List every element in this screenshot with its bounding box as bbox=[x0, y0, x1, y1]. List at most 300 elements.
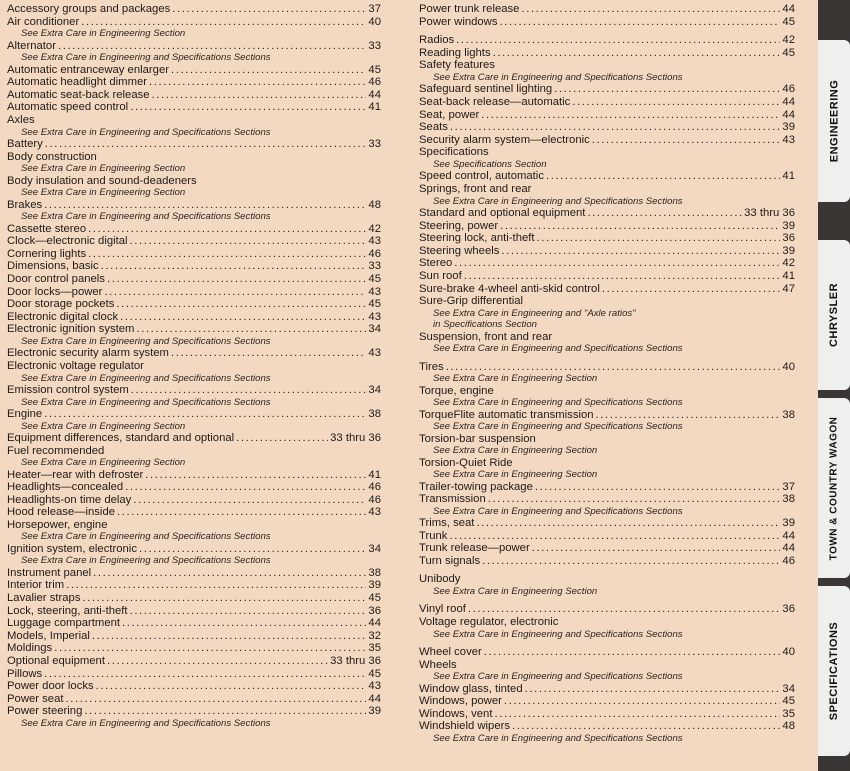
index-entry-row bbox=[7, 567, 381, 580]
index-entry-label: Stereo bbox=[419, 257, 453, 270]
index-entry-row bbox=[419, 34, 795, 47]
index-entry bbox=[419, 720, 795, 744]
index-entry bbox=[7, 101, 381, 114]
index-entry bbox=[419, 295, 795, 330]
index-entry-row bbox=[419, 385, 795, 398]
dot-leader bbox=[532, 542, 781, 555]
index-entry-label: Engine bbox=[7, 407, 43, 420]
index-entry bbox=[7, 469, 381, 482]
index-entry-label: Sure-brake 4-wheel anti-skid control bbox=[419, 282, 600, 295]
index-entry-label: Window glass, tinted bbox=[419, 682, 523, 695]
index-entry bbox=[419, 517, 795, 530]
index-entry-row bbox=[419, 170, 795, 183]
index-entry-label: Luggage compartment bbox=[7, 617, 121, 630]
dot-leader bbox=[171, 64, 366, 77]
index-entry-label: Windshield wipers bbox=[419, 720, 511, 733]
dot-leader bbox=[152, 89, 367, 102]
dot-leader bbox=[122, 617, 366, 630]
index-entry-page: 33 bbox=[368, 260, 381, 273]
dot-leader bbox=[493, 47, 781, 60]
dot-leader bbox=[149, 76, 366, 89]
cross-reference-note: See Extra Care in Engineering and Specifications Sections bbox=[433, 71, 683, 83]
index-entry-page: 32 bbox=[368, 629, 381, 642]
index-entry-page: 44 bbox=[782, 108, 795, 121]
tab-town-country-wagon[interactable] bbox=[818, 398, 850, 578]
index-entry-page: 45 bbox=[368, 298, 381, 311]
index-entry-row bbox=[7, 3, 381, 16]
index-entry bbox=[7, 151, 381, 175]
cross-reference-note: See Extra Care in Engineering and Specifications Sections bbox=[433, 733, 683, 745]
dot-leader bbox=[512, 720, 780, 733]
index-entry-label: Electronic ignition system bbox=[7, 323, 135, 336]
index-entry-label: Trunk release—power bbox=[419, 542, 530, 555]
cross-reference-note: See Extra Care in Engineering Section bbox=[21, 28, 186, 40]
dot-leader bbox=[88, 223, 366, 236]
dot-leader bbox=[535, 481, 781, 494]
index-entry-label: Security alarm system—electronic bbox=[419, 133, 590, 146]
index-entry-label: Heater—rear with defroster bbox=[7, 468, 144, 481]
dot-leader bbox=[58, 40, 366, 53]
dot-leader bbox=[468, 603, 781, 616]
index-entry-page: 36 bbox=[782, 232, 795, 245]
index-entry bbox=[7, 506, 381, 519]
index-entry-label: Steering, power bbox=[419, 219, 499, 232]
index-entry-label: Windows, power bbox=[419, 695, 502, 708]
cross-reference-note: See Extra Care in Engineering and Specifications Sections bbox=[21, 531, 271, 543]
index-entry bbox=[419, 170, 795, 183]
index-entry bbox=[419, 616, 795, 640]
tab-specifications-label: SPECIFICATIONS bbox=[828, 621, 841, 721]
index-entry-row bbox=[7, 617, 381, 630]
index-entry bbox=[419, 183, 795, 207]
index-entry bbox=[7, 592, 381, 605]
cross-reference-note: See Extra Care in Engineering and Specifications Sections bbox=[433, 628, 683, 640]
dot-leader bbox=[107, 655, 328, 668]
tab-chrysler-label: CHRYSLER bbox=[828, 282, 841, 348]
index-entry-page: 41 bbox=[782, 269, 795, 282]
index-entry-label: Fuel recommended bbox=[7, 444, 105, 457]
index-entry-page: 46 bbox=[368, 247, 381, 260]
index-entry-page: 45 bbox=[368, 63, 381, 76]
index-entry-label: Power seat bbox=[7, 692, 64, 705]
index-entry-page: 39 bbox=[782, 517, 795, 530]
dot-leader bbox=[104, 286, 366, 299]
dot-leader bbox=[81, 16, 366, 29]
index-entry-label: Transmission bbox=[419, 493, 486, 506]
dot-leader bbox=[116, 298, 366, 311]
index-entry-row bbox=[7, 408, 381, 421]
dot-leader bbox=[476, 517, 780, 530]
index-entry-label: Clock—electronic digital bbox=[7, 235, 128, 248]
dot-leader bbox=[96, 680, 367, 693]
index-entry-page: 41 bbox=[782, 170, 795, 183]
index-entry-row bbox=[7, 175, 381, 188]
index-entry-row bbox=[419, 109, 795, 122]
index-entry-page: 34 bbox=[368, 383, 381, 396]
index-entry-row bbox=[419, 220, 795, 233]
tab-engineering-label: ENGINEERING bbox=[828, 79, 841, 163]
index-entry-row bbox=[7, 89, 381, 102]
index-entry-label: Lavalier straps bbox=[7, 592, 81, 605]
index-entry-row bbox=[7, 519, 381, 532]
index-entry-label: Air conditioner bbox=[7, 15, 80, 28]
index-entry-row bbox=[419, 695, 795, 708]
index-entry-page: 42 bbox=[782, 34, 795, 47]
index-entry-page: 44 bbox=[368, 88, 381, 101]
index-entry-row bbox=[7, 445, 381, 458]
cross-reference-note: See Extra Care in Engineering Section bbox=[21, 163, 186, 175]
index-entry-row bbox=[419, 257, 795, 270]
index-entry-label: Windows, vent bbox=[419, 707, 493, 720]
dot-leader bbox=[537, 232, 781, 245]
index-entry-label: Trunk bbox=[419, 529, 448, 542]
index-entry-label: Sure-Grip differential bbox=[419, 295, 524, 308]
index-entry bbox=[7, 567, 381, 580]
index-entry-label: Accessory groups and packages bbox=[7, 3, 171, 15]
cross-reference-note: See Extra Care in Engineering and Specifications Sections bbox=[433, 505, 683, 517]
index-entry-page: 44 bbox=[782, 542, 795, 555]
index-entry-row bbox=[419, 232, 795, 245]
index-entry-label: Specifications bbox=[419, 146, 489, 159]
index-entry bbox=[7, 323, 381, 347]
index-entry bbox=[7, 630, 381, 643]
index-entry-row bbox=[419, 245, 795, 258]
index-entry-row bbox=[7, 655, 381, 668]
index-entry-page: 39 bbox=[782, 219, 795, 232]
index-entry-page: 34 bbox=[782, 682, 795, 695]
index-entry bbox=[7, 286, 381, 299]
index-entry-page: 34 bbox=[368, 542, 381, 555]
index-entry-label: Automatic speed control bbox=[7, 101, 129, 114]
index-entry-label: Power windows bbox=[419, 15, 498, 28]
index-entry-row bbox=[419, 361, 795, 374]
cross-reference-note: See Extra Care in Engineering Section bbox=[433, 445, 598, 457]
index-entry-page: 47 bbox=[782, 282, 795, 295]
tab-chrysler[interactable] bbox=[818, 240, 850, 390]
index-entry-row bbox=[7, 248, 381, 261]
cross-reference-note: See Extra Care in Engineering Section bbox=[433, 469, 598, 481]
cross-reference-note: See Extra Care in Engineering and Specifications Sections bbox=[21, 555, 271, 567]
index-entry bbox=[419, 270, 795, 283]
index-entry bbox=[7, 605, 381, 618]
index-entry bbox=[7, 3, 381, 16]
index-entry-page: 46 bbox=[368, 481, 381, 494]
dot-leader bbox=[130, 235, 367, 248]
index-entry-label: Equipment differences, standard and optional bbox=[7, 431, 235, 444]
index-entry-page: 37 bbox=[782, 480, 795, 493]
index-entry-row bbox=[419, 555, 795, 568]
index-entry-row bbox=[419, 573, 795, 586]
index-entry-page: 40 bbox=[782, 360, 795, 373]
index-entry-row bbox=[7, 273, 381, 286]
index-entry-page: 43 bbox=[368, 285, 381, 298]
index-entry-label: Turn signals bbox=[419, 554, 481, 567]
index-entry bbox=[7, 655, 381, 668]
index-entry-row bbox=[7, 384, 381, 397]
dot-leader bbox=[592, 134, 781, 147]
index-entry bbox=[7, 199, 381, 223]
index-entry-page: 39 bbox=[368, 579, 381, 592]
index-entry bbox=[7, 579, 381, 592]
index-entry bbox=[419, 257, 795, 270]
index-entry-page: 43 bbox=[368, 310, 381, 323]
index-entry bbox=[7, 543, 381, 567]
dot-leader bbox=[130, 605, 367, 618]
dot-leader bbox=[454, 257, 780, 270]
index-entry-label: Body construction bbox=[7, 150, 97, 163]
index-entry-page: 42 bbox=[782, 257, 795, 270]
index-entry-row bbox=[7, 138, 381, 151]
dot-leader bbox=[93, 567, 366, 580]
index-entry bbox=[419, 361, 795, 385]
dot-leader bbox=[481, 109, 780, 122]
index-entry bbox=[7, 360, 381, 384]
dot-leader bbox=[120, 311, 366, 324]
dot-leader bbox=[88, 248, 366, 261]
index-entry-label: Trailer-towing package bbox=[419, 480, 533, 493]
index-entry-label: Electronic digital clock bbox=[7, 310, 119, 323]
index-entry bbox=[7, 642, 381, 655]
index-entry-row bbox=[419, 283, 795, 296]
index-entry-page: 46 bbox=[782, 83, 795, 96]
index-entry-row bbox=[7, 642, 381, 655]
dot-leader bbox=[66, 579, 366, 592]
cross-reference-note: See Extra Care in Engineering and Specifications Sections bbox=[21, 52, 271, 64]
index-entry-row bbox=[7, 579, 381, 592]
cross-reference-note: See Extra Care in Engineering and Specifications Sections bbox=[433, 421, 683, 433]
index-entry-label: Hood release—inside bbox=[7, 506, 116, 519]
index-entry-label: Cassette stereo bbox=[7, 222, 87, 235]
index-entry-label: Pillows bbox=[7, 667, 43, 680]
index-entry-row bbox=[419, 134, 795, 147]
cross-reference-note: See Extra Care in Engineering and Specifications Sections bbox=[433, 343, 683, 355]
index-entry bbox=[7, 668, 381, 681]
index-entry-row bbox=[419, 16, 795, 29]
dot-leader bbox=[501, 245, 780, 258]
index-entry-page: 40 bbox=[782, 646, 795, 659]
dot-leader bbox=[44, 199, 366, 212]
index-entry-page: 41 bbox=[368, 468, 381, 481]
cross-reference-note: See Extra Care in Engineering and Specifications Sections bbox=[21, 335, 271, 347]
index-entry-row bbox=[7, 235, 381, 248]
cross-reference-note: See Extra Care in Engineering and Specifications Sections bbox=[21, 396, 271, 408]
dot-leader bbox=[236, 432, 328, 445]
tab-specifications[interactable] bbox=[818, 586, 850, 756]
index-entry-label: Cornering lights bbox=[7, 247, 87, 260]
index-entry-page: 38 bbox=[782, 408, 795, 421]
cross-reference-note: See Extra Care in Engineering and "Axle ratios" bbox=[433, 307, 636, 319]
index-entry-row bbox=[7, 506, 381, 519]
index-entry bbox=[7, 680, 381, 693]
dot-leader bbox=[602, 283, 781, 296]
index-entry-page: 39 bbox=[368, 705, 381, 718]
index-entry bbox=[7, 114, 381, 138]
index-entry-page: 43 bbox=[368, 347, 381, 360]
cross-reference-note: See Extra Care in Engineering and Specifications Sections bbox=[21, 126, 271, 138]
index-entry-label: Moldings bbox=[7, 642, 53, 655]
index-entry bbox=[419, 646, 795, 659]
index-entry-label: Door locks—power bbox=[7, 285, 103, 298]
index-entry-label: Speed control, automatic bbox=[419, 170, 544, 183]
index-entry-page: 39 bbox=[782, 121, 795, 134]
index-entry bbox=[419, 59, 795, 83]
index-entry-page: 36 bbox=[368, 604, 381, 617]
index-entry bbox=[419, 245, 795, 258]
index-entry-label: Unibody bbox=[419, 573, 461, 586]
dot-leader bbox=[145, 469, 366, 482]
index-entry bbox=[7, 311, 381, 324]
index-entry-page: 41 bbox=[368, 101, 381, 114]
index-entry-row bbox=[7, 605, 381, 618]
dot-leader bbox=[171, 347, 366, 360]
index-entry bbox=[419, 409, 795, 433]
index-entry-row bbox=[419, 59, 795, 72]
index-entry-row bbox=[7, 16, 381, 29]
index-entry bbox=[419, 530, 795, 543]
index-entry-row bbox=[419, 207, 795, 220]
index-entry-row bbox=[419, 409, 795, 422]
index-column-left bbox=[7, 3, 381, 729]
index-entry-label: Steering wheels bbox=[419, 244, 500, 257]
dot-leader bbox=[136, 323, 366, 336]
index-entry-page: 44 bbox=[368, 617, 381, 630]
index-entry bbox=[419, 47, 795, 60]
dot-leader bbox=[125, 481, 366, 494]
index-entry bbox=[7, 347, 381, 360]
index-entry-page: 43 bbox=[368, 506, 381, 519]
dot-leader bbox=[484, 646, 781, 659]
index-entry bbox=[7, 76, 381, 89]
index-entry-label: Trims, seat bbox=[419, 517, 475, 530]
index-entry-label: Suspension, front and rear bbox=[419, 330, 553, 343]
dot-leader bbox=[45, 138, 367, 151]
dot-leader bbox=[131, 384, 367, 397]
index-entry-label: Instrument panel bbox=[7, 566, 92, 579]
index-entry-label: Electronic security alarm system bbox=[7, 347, 169, 360]
index-entry-label: Headlights—concealed bbox=[7, 481, 124, 494]
section-tabs bbox=[818, 0, 850, 771]
dot-leader bbox=[456, 34, 780, 47]
index-entry bbox=[419, 659, 795, 683]
index-entry-row bbox=[419, 83, 795, 96]
index-entry-row bbox=[419, 493, 795, 506]
index-entry-label: Automatic headlight dimmer bbox=[7, 76, 148, 89]
dot-leader bbox=[133, 494, 366, 507]
dot-leader bbox=[44, 668, 366, 681]
dot-leader bbox=[107, 273, 366, 286]
index-entry-label: Seat, power bbox=[419, 108, 480, 121]
index-entry-row bbox=[7, 260, 381, 273]
index-entry-row bbox=[419, 720, 795, 733]
index-entry-label: Safety features bbox=[419, 59, 495, 72]
index-entry bbox=[7, 617, 381, 630]
index-entry-label: Headlights-on time delay bbox=[7, 493, 132, 506]
index-entry bbox=[419, 683, 795, 696]
index-entry bbox=[7, 408, 381, 432]
index-entry bbox=[7, 248, 381, 261]
index-entry-label: Standard and optional equipment bbox=[419, 206, 586, 219]
index-entry bbox=[7, 235, 381, 248]
index-entry-label: Body insulation and sound-deadeners bbox=[7, 174, 197, 187]
index-entry-label: Springs, front and rear bbox=[419, 182, 532, 195]
index-entry-page: 45 bbox=[782, 46, 795, 59]
index-entry-row bbox=[7, 347, 381, 360]
index-entry-label: Dimensions, basic bbox=[7, 260, 99, 273]
index-entry-page: 39 bbox=[782, 244, 795, 257]
index-entry-page: 46 bbox=[782, 554, 795, 567]
tab-engineering[interactable] bbox=[818, 40, 850, 202]
index-entry bbox=[7, 89, 381, 102]
index-entry-row bbox=[7, 543, 381, 556]
index-entry-label: Models, Imperial bbox=[7, 629, 90, 642]
index-entry-row bbox=[7, 298, 381, 311]
index-entry-label: Seats bbox=[419, 121, 448, 134]
index-entry-row bbox=[419, 146, 795, 159]
index-entry-label: Battery bbox=[7, 137, 43, 150]
dot-leader bbox=[66, 693, 367, 706]
index-entry-row bbox=[419, 616, 795, 629]
dot-leader bbox=[172, 3, 366, 16]
index-entry-label: Horsepower, engine bbox=[7, 518, 108, 531]
index-entry-page: 45 bbox=[368, 667, 381, 680]
index-entry-row bbox=[7, 494, 381, 507]
index-entry-page: 48 bbox=[782, 720, 795, 733]
index-entry-label: Safeguard sentinel lighting bbox=[419, 83, 553, 96]
dot-leader bbox=[450, 121, 781, 134]
dot-leader bbox=[117, 506, 366, 519]
index-entry-row bbox=[419, 47, 795, 60]
index-entry-row bbox=[7, 432, 381, 445]
index-entry bbox=[419, 16, 795, 29]
index-entry-label: Vinyl roof bbox=[419, 603, 466, 616]
index-entry bbox=[419, 573, 795, 597]
index-entry-row bbox=[419, 603, 795, 616]
index-entry bbox=[7, 64, 381, 77]
index-entry-row bbox=[7, 469, 381, 482]
index-entry-page: 33 thru 36 bbox=[744, 206, 795, 219]
index-entry-label: Automatic seat-back release bbox=[7, 88, 150, 101]
index-entry-label: Torsion-Quiet Ride bbox=[419, 456, 513, 469]
index-entry bbox=[419, 109, 795, 122]
index-entry-label: Door storage pockets bbox=[7, 298, 115, 311]
index-entry-row bbox=[419, 295, 795, 308]
index-entry-row bbox=[7, 323, 381, 336]
index-entry-page: 45 bbox=[368, 272, 381, 285]
index-entry-page: 46 bbox=[368, 76, 381, 89]
cross-reference-note: See Extra Care in Engineering and Specifications Sections bbox=[21, 211, 271, 223]
index-entry-label: Steering lock, anti-theft bbox=[419, 232, 535, 245]
index-entry-row bbox=[7, 693, 381, 706]
dot-leader bbox=[449, 530, 780, 543]
index-entry bbox=[419, 146, 795, 170]
index-entry bbox=[419, 134, 795, 147]
index-column-right bbox=[419, 3, 795, 744]
index-entry-page: 45 bbox=[368, 592, 381, 605]
index-entry-label: Seat-back release—automatic bbox=[419, 95, 571, 108]
index-entry-row bbox=[419, 530, 795, 543]
index-entry-label: Electronic voltage regulator bbox=[7, 359, 144, 372]
index-entry-page: 40 bbox=[368, 15, 381, 28]
index-entry bbox=[419, 121, 795, 134]
index-entry-page: 33 bbox=[368, 39, 381, 52]
cross-reference-note: See Extra Care in Engineering Section bbox=[433, 586, 598, 598]
index-entry bbox=[7, 223, 381, 236]
index-entry-label: Power door locks bbox=[7, 680, 94, 693]
index-entry-label: Optional equipment bbox=[7, 655, 105, 668]
index-entry-label: Sun roof bbox=[419, 269, 462, 282]
index-entry bbox=[419, 433, 795, 457]
dot-leader bbox=[488, 493, 781, 506]
